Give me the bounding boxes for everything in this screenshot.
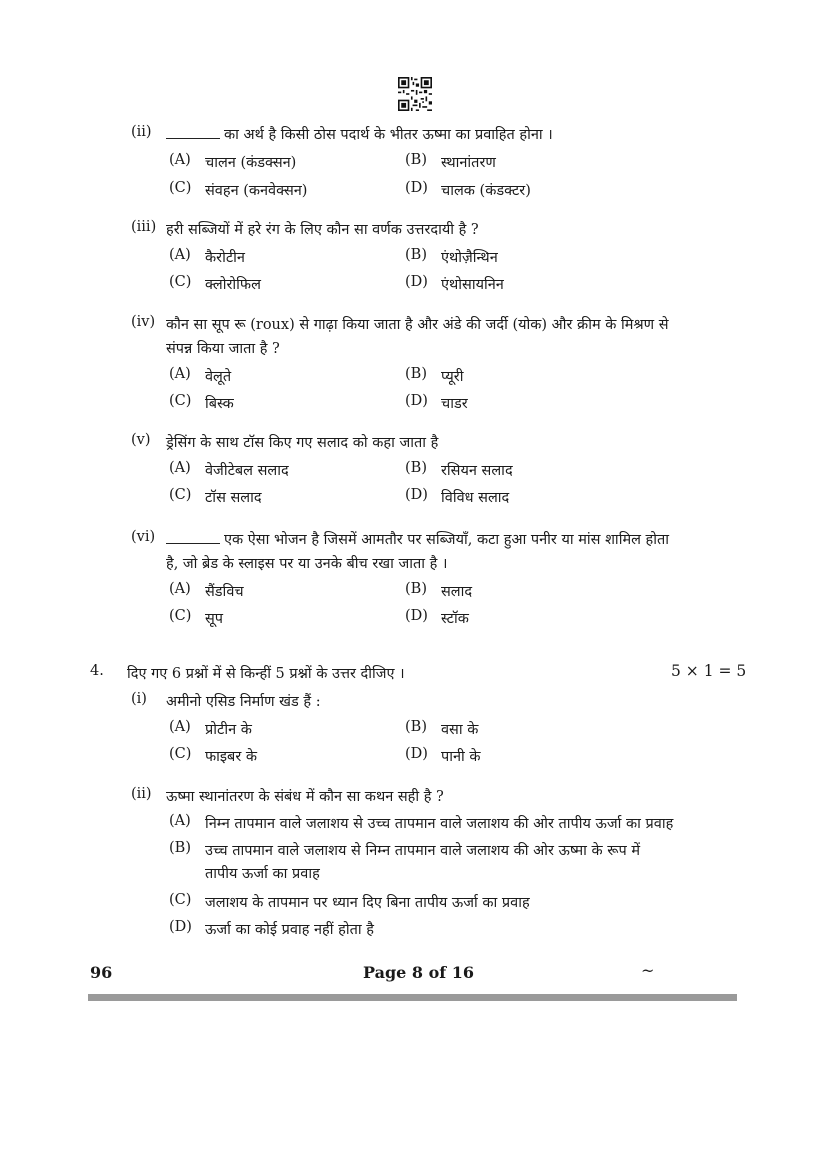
marks: 5 × 1 = 5	[671, 662, 747, 680]
option-label: (B)	[405, 460, 427, 476]
option-text: बिस्क	[205, 396, 234, 412]
option-label: (C)	[169, 608, 192, 624]
option-label: (D)	[405, 487, 428, 503]
question-text: ऊष्मा स्थानांतरण के संबंध में कौन सा कथन सही है ?	[166, 789, 444, 805]
option-text: सलाद	[441, 584, 473, 600]
option-label: (B)	[405, 581, 427, 597]
option-text: चालक (कंडक्टर)	[441, 183, 531, 199]
question-text-continued: संपन्न किया जाता है ?	[166, 341, 280, 357]
fill-blank	[166, 126, 220, 139]
option-text: विविध सलाद	[441, 490, 510, 506]
option-text: टॉस सलाद	[205, 490, 262, 506]
option-text: पानी के	[441, 749, 481, 765]
option-text: चालन (कंडक्सन)	[205, 155, 297, 171]
question-number: (ii)	[131, 124, 152, 140]
option-label: (C)	[169, 487, 192, 503]
question-instruction: दिए गए 6 प्रश्नों में से किन्हीं 5 प्रश्नों के उत्तर दीजिए ।	[127, 666, 405, 682]
option-label: (D)	[169, 919, 192, 935]
option-label: (D)	[405, 746, 428, 762]
option-text: वसा के	[441, 722, 479, 738]
question-number: (v)	[131, 432, 151, 448]
option-text: ऊर्जा का कोई प्रवाह नहीं होता है	[205, 922, 374, 938]
option-label: (A)	[169, 247, 191, 263]
page-number: Page 8 of 16	[363, 963, 474, 982]
option-label: (D)	[405, 393, 428, 409]
option-text: संवहन (कनवेक्सन)	[205, 183, 308, 199]
question-text: हरी सब्जियों में हरे रंग के लिए कौन सा वर्णक उत्तरदायी है ?	[166, 222, 479, 238]
question-number: 4.	[90, 663, 104, 679]
question-text-continued: है, जो ब्रेड के स्लाइस पर या उनके बीच रखा जाता है ।	[166, 556, 448, 572]
option-text: सूप	[205, 611, 224, 627]
question-text: का अर्थ है किसी ठोस पदार्थ के भीतर ऊष्मा का प्रवाहित होना ।	[166, 124, 553, 144]
option-text: एंथोसायनिन	[441, 277, 504, 293]
option-text: वेलूते	[205, 369, 232, 385]
option-text: जलाशय के तापमान पर ध्यान दिए बिना तापीय ऊर्जा का प्रवाह	[205, 895, 530, 911]
option-text: स्टॉक	[441, 611, 469, 627]
option-text: निम्न तापमान वाले जलाशय से उच्च तापमान वाले जलाशय की ओर तापीय ऊर्जा का प्रवाह	[205, 816, 674, 832]
fill-blank	[166, 531, 220, 544]
tilde-mark: ~	[641, 961, 655, 980]
option-text: सैंडविच	[205, 584, 244, 600]
option-text: चाडर	[441, 396, 468, 412]
option-label: (A)	[169, 581, 191, 597]
option-label: (A)	[169, 152, 191, 168]
option-label: (B)	[405, 152, 427, 168]
option-label: (C)	[169, 393, 192, 409]
option-label: (B)	[405, 719, 427, 735]
option-label: (C)	[169, 274, 192, 290]
question-number: (vi)	[131, 529, 156, 545]
option-text: फाइबर के	[205, 749, 258, 765]
option-label: (D)	[405, 274, 428, 290]
option-label: (A)	[169, 719, 191, 735]
paper-code: 96	[90, 963, 113, 982]
option-text: रसियन सलाद	[441, 463, 513, 479]
option-label: (C)	[169, 180, 192, 196]
option-label: (A)	[169, 813, 191, 829]
option-text: स्थानांतरण	[441, 155, 496, 171]
option-label: (C)	[169, 892, 192, 908]
option-label: (D)	[405, 180, 428, 196]
option-label: (D)	[405, 608, 428, 624]
option-text: उच्च तापमान वाले जलाशय से निम्न तापमान वाले जलाशय की ओर ऊष्मा के रूप में	[205, 843, 641, 859]
question-text: अमीनो एसिड निर्माण खंड हैं :	[166, 694, 321, 710]
question-number: (iii)	[131, 219, 157, 235]
option-label: (A)	[169, 366, 191, 382]
question-number: (i)	[131, 691, 147, 707]
option-label: (B)	[405, 366, 427, 382]
option-label: (B)	[169, 840, 191, 856]
option-text: क्लोरोफिल	[205, 277, 261, 293]
option-label: (A)	[169, 460, 191, 476]
option-text: कैरोटीन	[205, 250, 245, 266]
option-text: प्यूरी	[441, 369, 464, 385]
question-text: ड्रेसिंग के साथ टॉस किए गए सलाद को कहा जाता है	[166, 435, 439, 451]
footer-rule	[88, 994, 737, 1001]
question-text: एक ऐसा भोजन है जिसमें आमतौर पर सब्जियाँ, कटा हुआ पनीर या मांस शामिल होता	[166, 529, 669, 549]
question-text: कौन सा सूप रू (roux) से गाढ़ा किया जाता है और अंडे की जर्दी (योक) और क्रीम के मिश्रण से	[166, 317, 669, 333]
question-number: (iv)	[131, 314, 156, 330]
option-text-continued: तापीय ऊर्जा का प्रवाह	[205, 866, 320, 882]
option-text: प्रोटीन के	[205, 722, 252, 738]
option-text: वेजीटेबल सलाद	[205, 463, 289, 479]
option-label: (B)	[405, 247, 427, 263]
question-number: (ii)	[131, 786, 152, 802]
option-label: (C)	[169, 746, 192, 762]
qr-code-icon	[398, 77, 432, 111]
option-text: एंथोज़ैन्थिन	[441, 250, 498, 266]
